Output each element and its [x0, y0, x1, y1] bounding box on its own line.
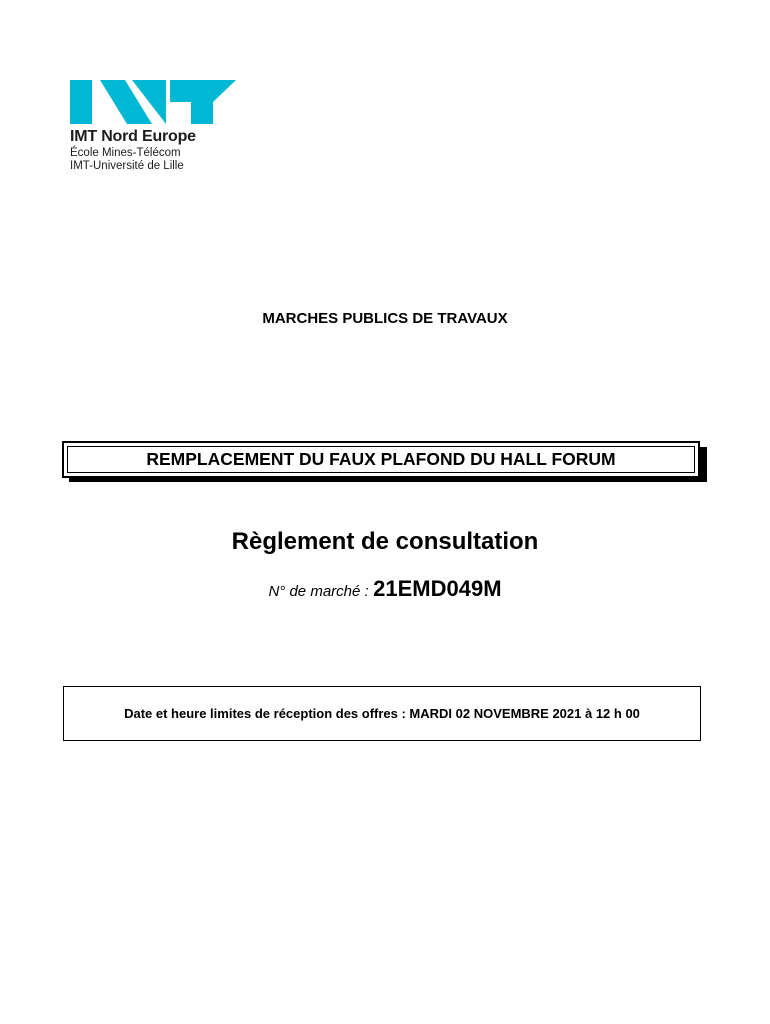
logo-institution-name: IMT Nord Europe [70, 128, 196, 145]
market-number-row [0, 576, 770, 602]
submission-deadline-box [63, 686, 701, 741]
contract-category: MARCHES PUBLICS DE TRAVAUX [262, 310, 508, 327]
imt-logo-icon [70, 80, 236, 124]
submission-deadline-text: Date et heure limites de réception des offres : MARDI 02 NOVEMBRE 2021 à 12 h 00 [124, 706, 640, 721]
project-title-frame [62, 441, 700, 478]
project-title: REMPLACEMENT DU FAUX PLAFOND DU HALL FORUM [67, 446, 695, 473]
logo-subtitle-line-2: IMT-Université de Lille [70, 160, 184, 172]
logo-subtitle-line-1: École Mines-Télécom [70, 147, 181, 159]
document-title: Règlement de consultation [231, 528, 539, 555]
imt-logo-mark [70, 80, 240, 124]
market-number-label: N° de marché : [268, 583, 369, 600]
market-number-value: 21EMD049M [373, 576, 502, 601]
